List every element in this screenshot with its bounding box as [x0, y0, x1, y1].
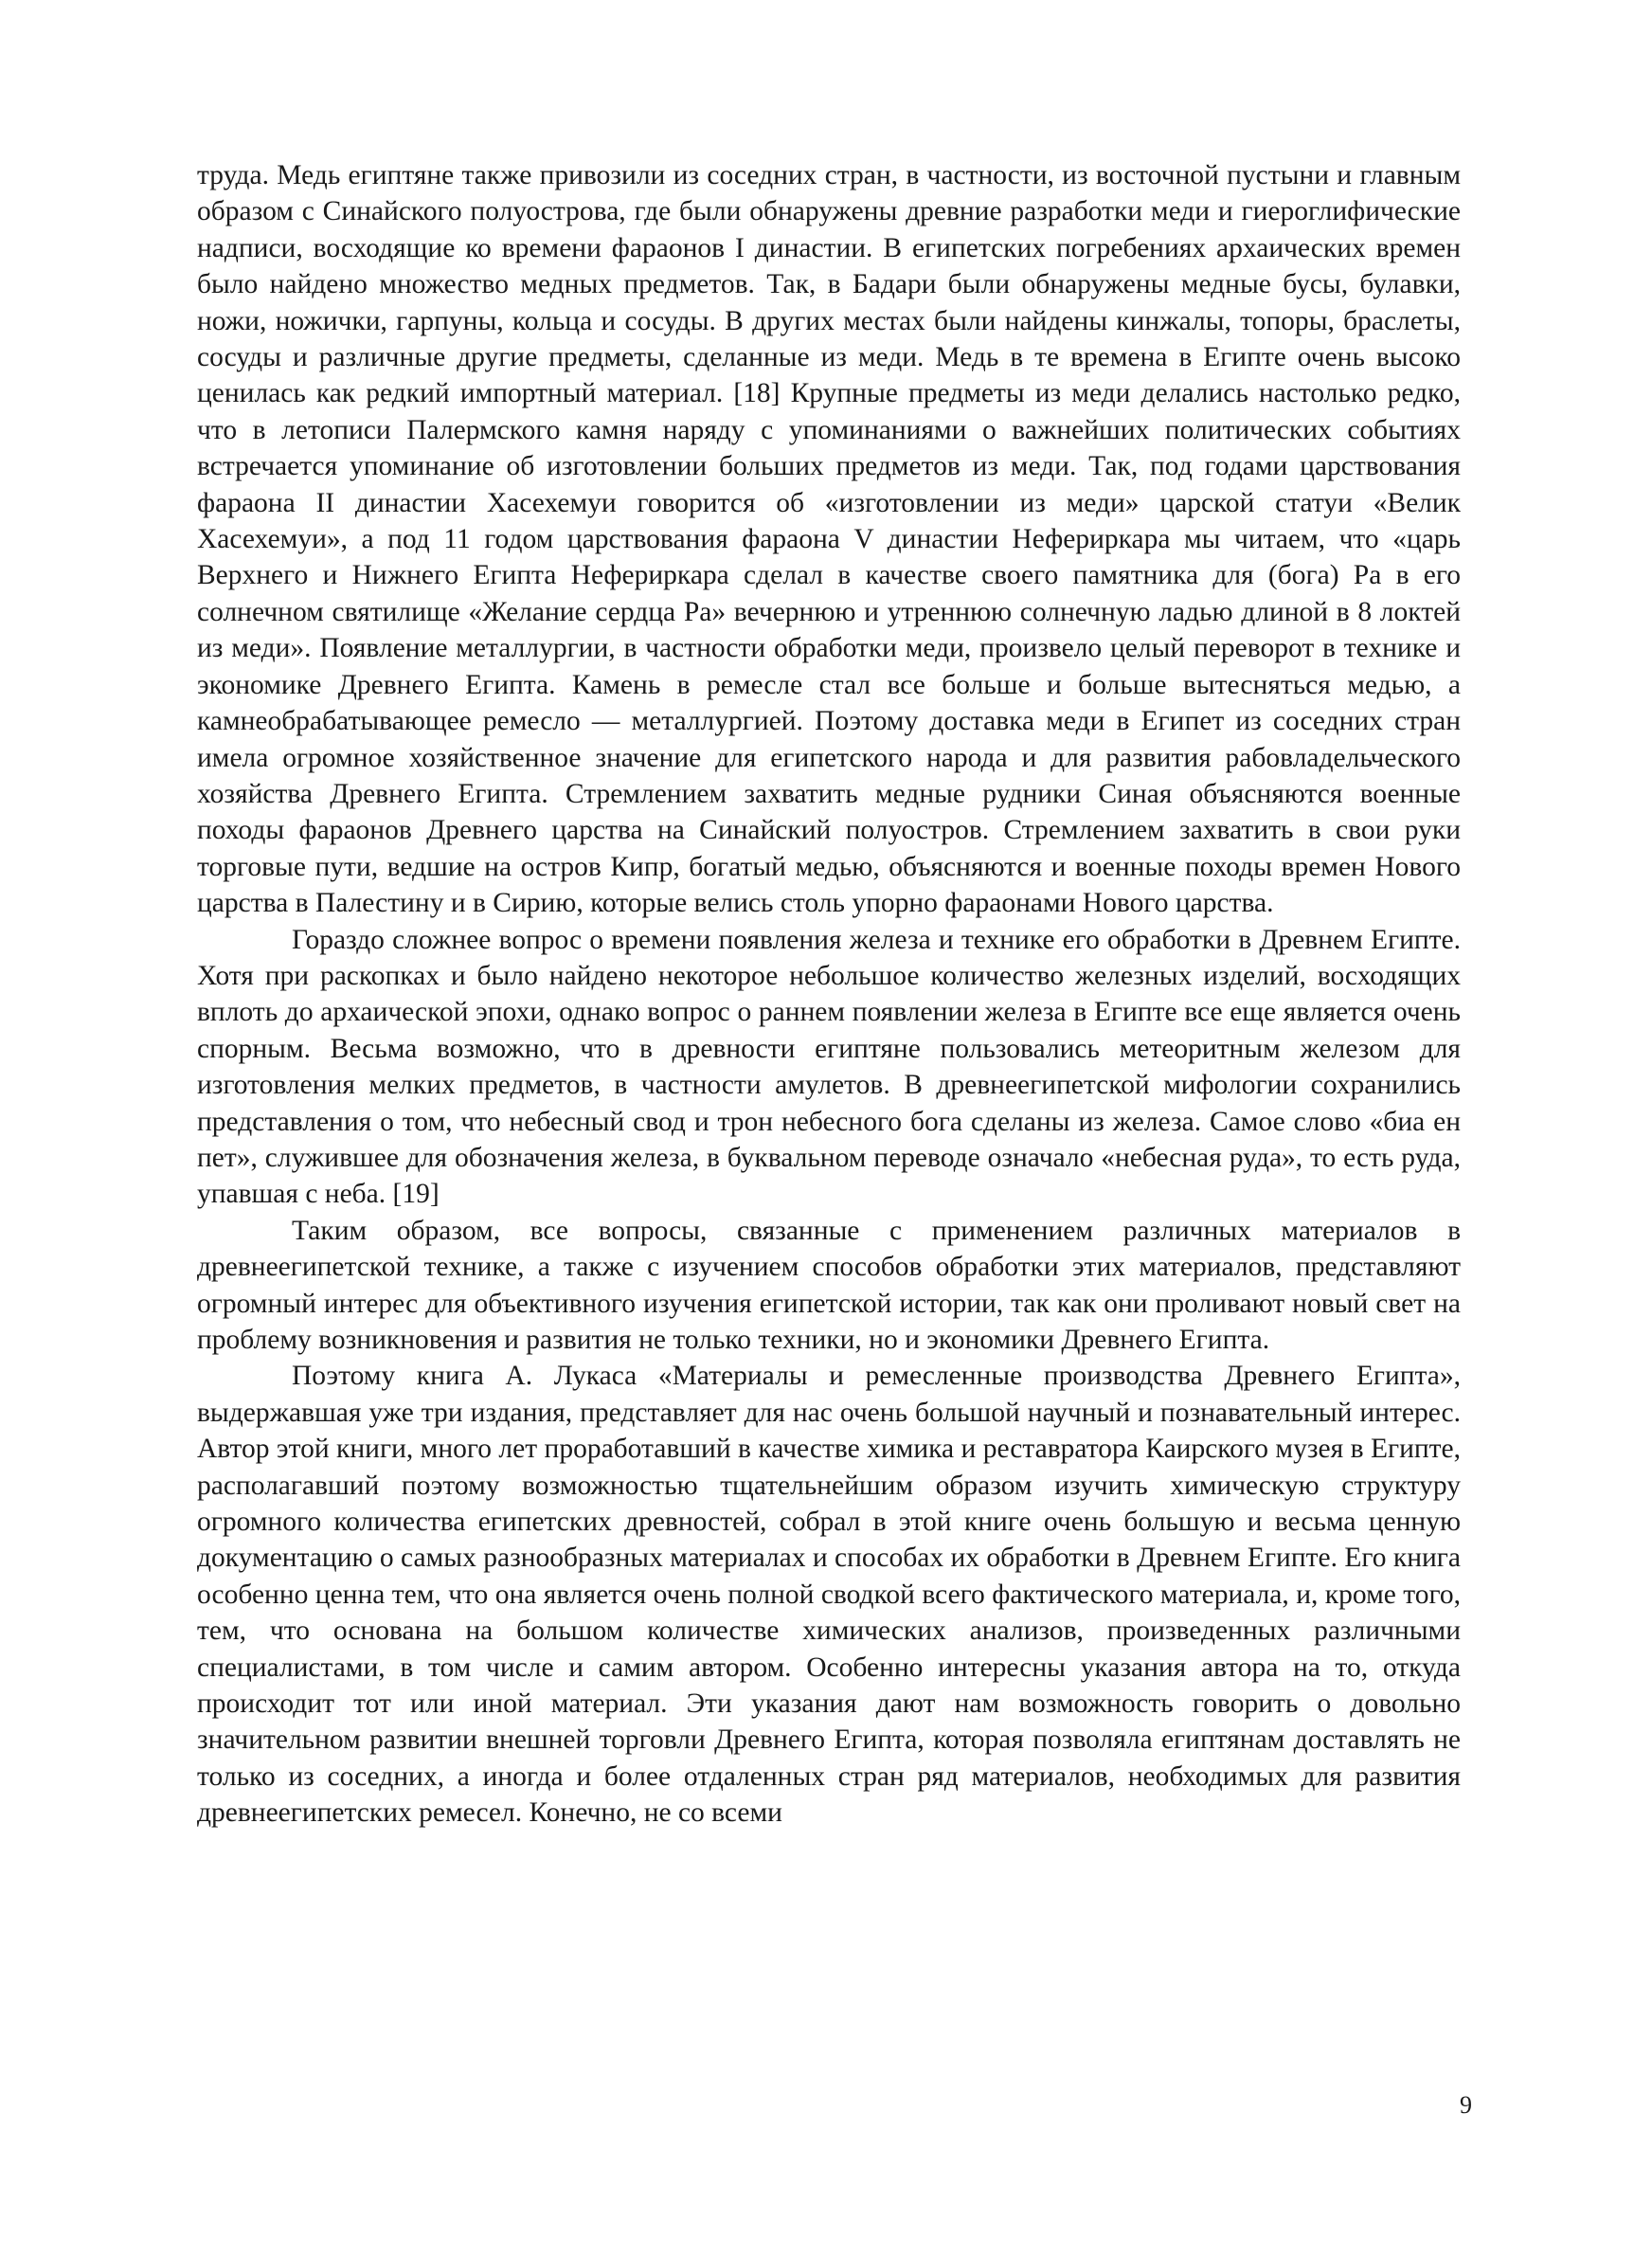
- paragraph-materials-summary: Таким образом, все вопросы, связанные с применением различных материалов в древнеегипетской технике, а также с изучением способов обработки этих материалов, представляют огромный интерес для объективного изучения египетской истории, так как они проливают новый свет на проблему возникновения и развития не только техники, но и экономики Древнего Египта.: [197, 1215, 1461, 1355]
- paragraph-lucas-book: Поэтому книга А. Лукаса «Материалы и ремесленные производства Древнего Египта», выдержавшая уже три издания, представляет для нас очень большой научный и познавательный интерес. Автор этой книги, много лет проработавший в качестве химика и реставратора Каирского музея в Египте, располагавший поэтому возможностью тщательнейшим образом изучить химическую структуру огромного количества египетских древностей, собрал в этой книге очень большую и весьма ценную документацию о самых разнообразных материалах и способах их обработки в Древнем Египте. Его книга особенно ценна тем, что она является очень полной сводкой всего фактического материала, и, кроме того, тем, что основана на большом количестве химических анализов, произведенных различными специалистами, в том числе и самим автором. Особенно интересны указания автора на то, откуда происходит тот или иной материал. Эти указания дают нам возможность говорить о довольно значительном развитии внешней торговли Древнего Египта, которая позволяла египтянам доставлять не только из соседних, а иногда и более отдаленных стран ряд материалов, необходимых для развития древнеегипетских ремесел. Конечно, не со всеми: [197, 1361, 1461, 1829]
- paragraph-copper: труда. Медь египтяне также привозили из соседних стран, в частности, из восточной пустыни и главным образом с Синайского полуострова, где были обнаружены древние разработки меди и гиероглифические надписи, восходящие ко времени фараонов I династии. В египетских погребениях архаических времен было найдено множество медных предметов. Так, в Бадари были обнаружены медные бусы, булавки, ножи, ножички, гарпуны, кольца и сосуды. В других местах были найдены кинжалы, топоры, браслеты, сосуды и различные другие предметы, сделанные из меди. Медь в те времена в Египте очень высоко ценилась как редкий импортный материал. [18] Крупные предметы из меди делались настолько редко, что в летописи Палермского камня наряду с упоминаниями о важнейших политических событиях встречается упоминание об изготовлении больших предметов из меди. Так, под годами царствования фараона II династии Хасехемуи говорится об «изготовлении из меди» царской статуи «Велик Хасехемуи», а под 11 годом царствования фараона V династии Нефериркара мы читаем, что «царь Верхнего и Нижнего Египта Нефериркара сделал в качестве своего памятника для (бога) Ра в его солнечном святилище «Желание сердца Ра» вечернюю и утреннюю солнечную ладью длиной в 8 локтей из меди». Появление металлургии, в частности обработки меди, произвело целый переворот в технике и экономике Древнего Египта. Камень в ремесле стал все больше и больше вытесняться медью, а камнеобрабатывающее ремесло — металлургией. Поэтому доставка меди в Египет из соседних стран имела огромное хозяйственное значение для египетского народа и для развития рабовладельческого хозяйства Древнего Египта. Стремлением захватить медные рудники Синая объясняются военные походы фараонов Древнего царства на Синайский полуостров. Стремлением захватить в свои руки торговые пути, ведшие на остров Кипр, богатый медью, объясняются и военные походы времен Нового царства в Палестину и в Сирию, которые велись столь упорно фараонами Нового царства.: [197, 160, 1461, 919]
- body-text: [197, 157, 1461, 1832]
- page-number: 9: [1460, 2091, 1472, 2119]
- paragraph-iron: Гораздо сложнее вопрос о времени появления железа и технике его обработки в Древнем Египте. Хотя при раскопках и было найдено некоторое небольшое количество железных изделий, восходящих вплоть до архаической эпохи, однако вопрос о раннем появлении железа в Египте все еще является очень спорным. Весьма возможно, что в древности египтяне пользовались метеоритным железом для изготовления мелких предметов, в частности амулетов. В древнеегипетской мифологии сохранились представления о том, что небесный свод и трон небесного бога сделаны из железа. Самое слово «биа ен пет», служившее для обозначения железа, в буквальном переводе означало «небесная руда», то есть руда, упавшая с неба. [19]: [197, 924, 1461, 1210]
